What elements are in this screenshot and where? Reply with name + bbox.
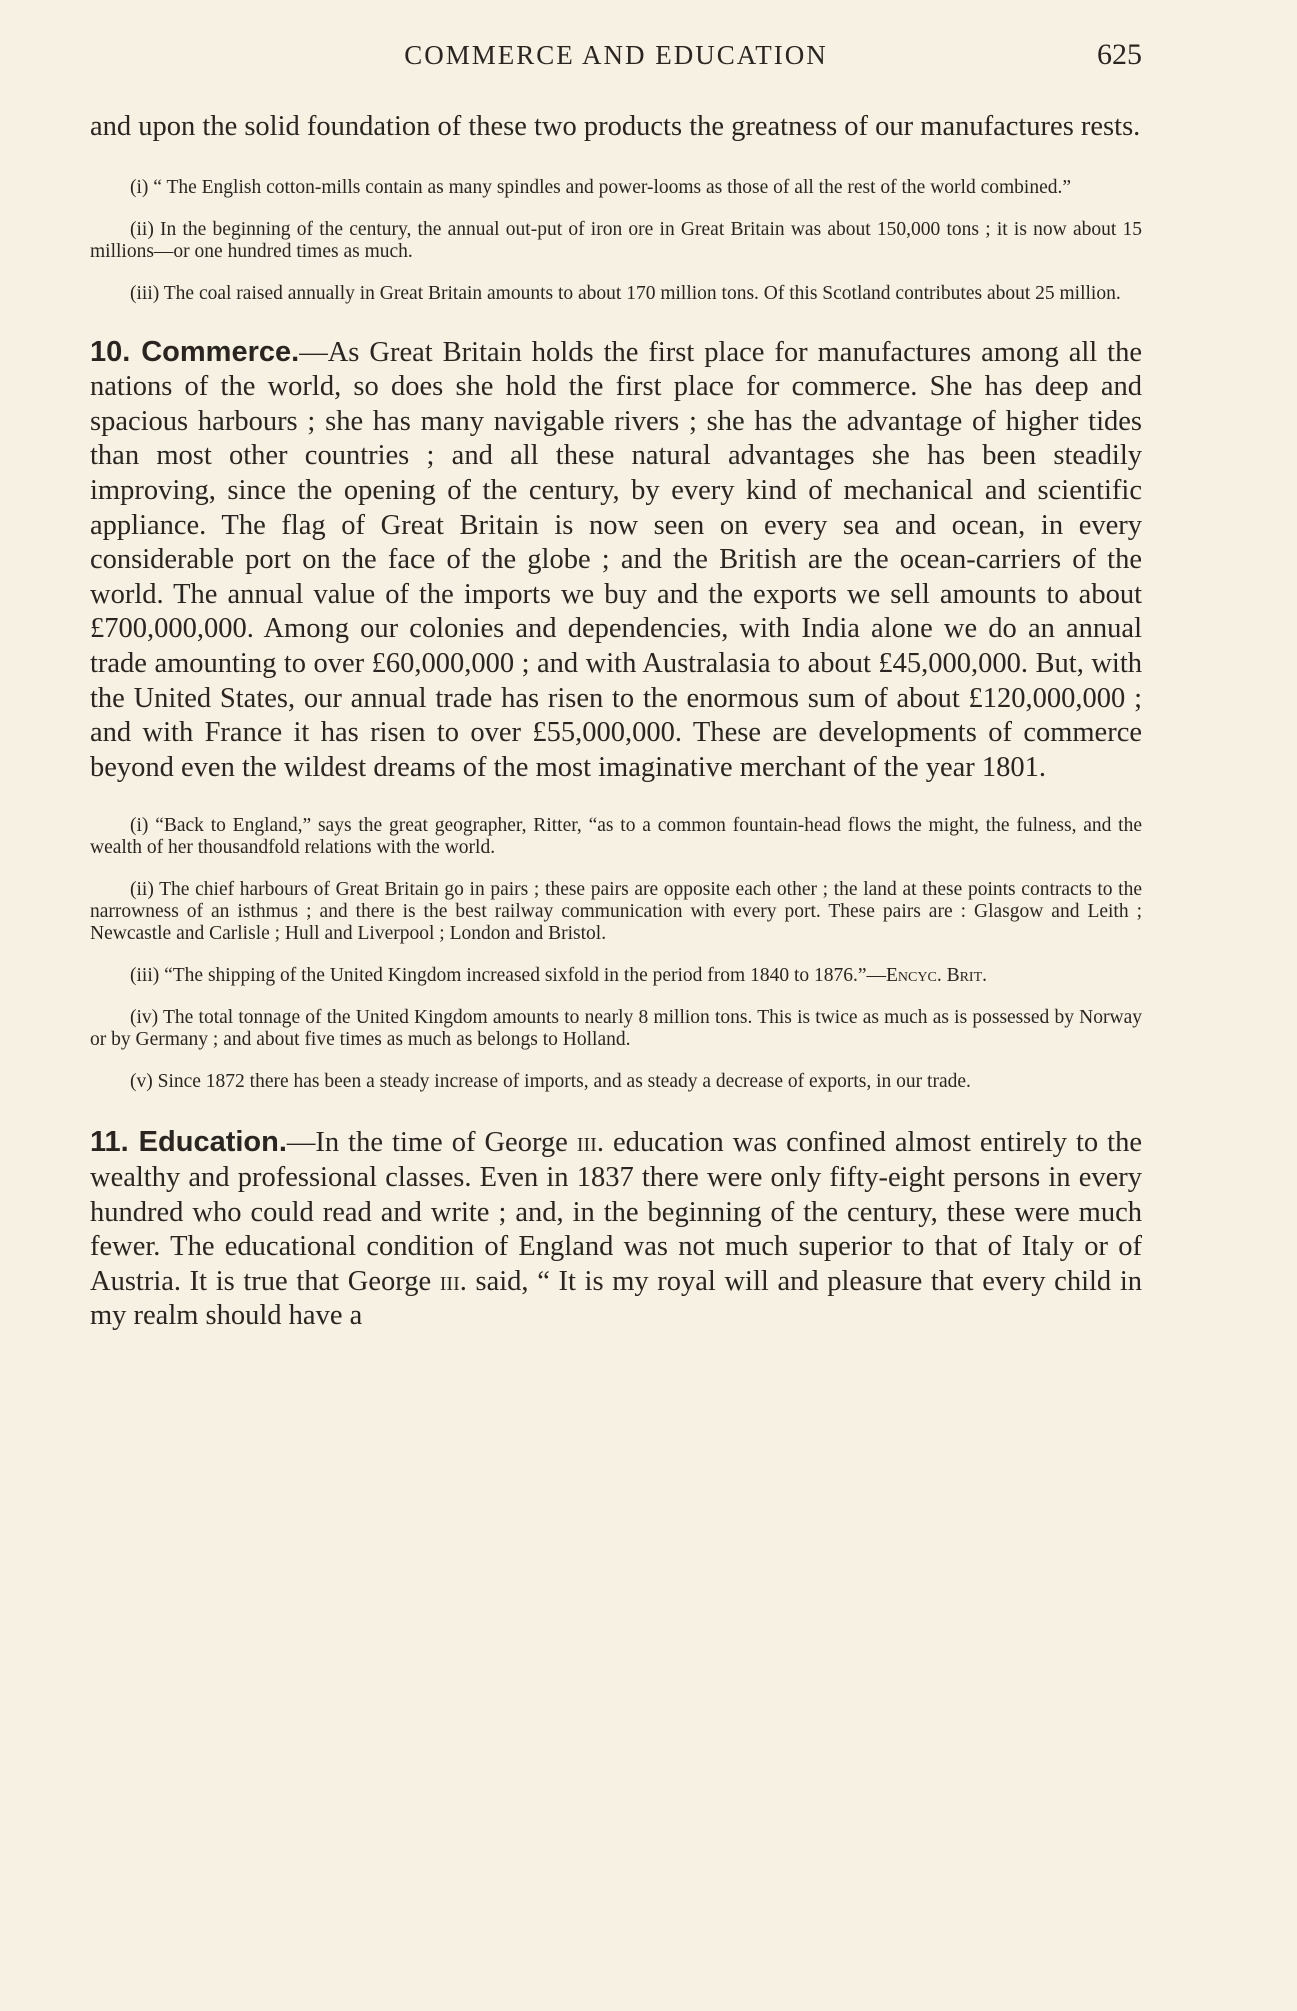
shipping-text: (iii) “The shipping of the United Kingdom increased sixfold in the period from 1840 to 1876.”— — [130, 965, 887, 987]
intro-paragraph: and upon the solid foundation of these two products the greatness of our manufactures rests. — [90, 111, 1141, 142]
education-text-c: said, “ It is my royal will and pleasure that every child in my realm should have a — [90, 1265, 1142, 1332]
shipping-source: Encyc. Brit. — [886, 965, 988, 987]
section-heading-education: 11. Education. — [90, 1126, 287, 1159]
footnote-ritter: (i) “Back to England,” says the great geographer, Ritter, “as to a common fountain-head flows the might, the fulness, and the wealth of her thousandfold relations with the world. — [90, 815, 1142, 859]
page-content — [90, 110, 1142, 1334]
footnote-iron: (ii) In the beginning of the century, the annual out-put of iron ore in Great Britain was about 150,000 tons ; it is now about 15 millions—or one hundred times as much. — [90, 218, 1142, 262]
running-title: COMMERCE AND EDUCATION — [404, 40, 828, 70]
section-heading-commerce: 10. Commerce. — [90, 335, 300, 368]
footnote-harbours: (ii) The chief harbours of Great Britain go in pairs ; these pairs are opposite each other ; the land at these points contracts to the narrowness of an isthmus ; and there is the best railway communication with every port. These pairs are : Glasgow and Leith ; Newcastle and Carlisle ; Hull and Liverpool ; London and Bristol. — [90, 879, 1142, 945]
running-head — [90, 38, 1142, 72]
education-text-a: —In the time of George — [286, 1127, 577, 1159]
footnote-tonnage: (iv) The total tonnage of the United Kingdom amounts to nearly 8 million tons. This is twice as much as is possessed by Norway or by Germany ; and about five times as much as belongs to Holland. — [90, 1007, 1142, 1051]
roman-numeral-b: iii. — [439, 1265, 467, 1297]
section-commerce — [90, 335, 1142, 786]
page-number: 625 — [1097, 38, 1142, 71]
footnote-imports: (v) Since 1872 there has been a steady increase of imports, and as steady a decrease of exports, in our trade. — [130, 1071, 971, 1093]
footnote-shipping — [90, 965, 1142, 987]
roman-numeral-a: iii. — [576, 1127, 604, 1159]
section-education — [90, 1125, 1142, 1334]
education-text-b: education was confined almost entirely to the wealthy and professional classes. Even in 1837 there were only fifty-eight persons in every hundred who could read and write ; and, in the beginning of the century, these were much fewer. The educational condition of England was not much superior to that of Italy or of Austria. It is true that George — [90, 1127, 1143, 1297]
footnote-cotton: (i) “ The English cotton-mills contain as many spindles and power-looms as those of all the rest of the world combined.” — [130, 176, 1071, 198]
footnote-coal: (iii) The coal raised annually in Great Britain amounts to about 170 million tons. Of this Scotland contributes about 25 million. — [130, 282, 1121, 304]
commerce-text: —As Great Britain holds the first place for manufactures among all the nations of the world, so does she hold the first place for commerce. She has deep and spacious harbours ; she has many navigable rivers ; she has the advantage of higher tides than most other countries ; and all these natural advantages she has been steadily improving, since the opening of the century, by every kind of mechanical and scientific appliance. The flag of Great Britain is now seen on every sea and ocean, in every considerable port on the face of the globe ; and the British are the ocean-carriers of the world. The annual value of the imports we buy and the exports we sell amounts to about £700,000,000. Among our colonies and dependencies, with India alone we do an annual trade amounting to over £60,000,000 ; and with Australasia to about £45,000,000. But, with the United States, our annual trade has risen to the enormous sum of about £120,000,000 ; and with France it has risen to over £55,000,000. These are developments of commerce beyond even the wildest dreams of the most imaginative merchant of the year 1801. — [90, 336, 1142, 783]
